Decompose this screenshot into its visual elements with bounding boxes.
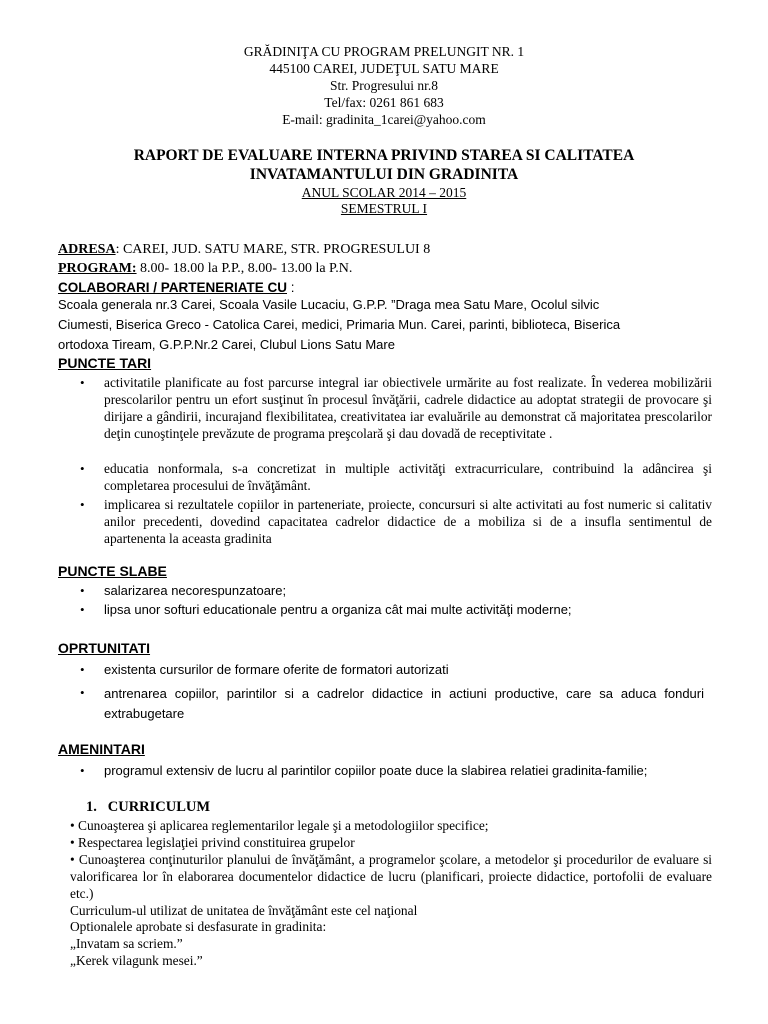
curriculum-line-2: • Respectarea legislaţiei privind constituirea grupelor	[70, 835, 355, 850]
curriculum-line-5: Optionalele aprobate si desfasurate in gradinita:	[70, 919, 327, 934]
strength-item-3: implicarea si rezultatele copiilor in parteneriate, proiecte, concursuri si alte activitati au fost numeric si calitativ anilor precedenti, dovedind capacitatea cadrelor didactice de a mobiliza si de a insufla sentimentul de apartenenta la aceasta gradinita	[104, 497, 712, 546]
curriculum-line-6: „Invatam sa scriem.”	[70, 936, 183, 951]
weakness-item-2: lipsa unor softuri educationale pentru a organiza cât mai multe activităţi moderne;	[104, 602, 572, 617]
opportunities-heading: OPRTUNITATI	[58, 640, 151, 656]
curriculum-heading	[86, 799, 210, 816]
curriculum-number: 1.	[86, 799, 97, 815]
curriculum-line-4: Curriculum-ul utilizat de unitatea de învăţământ este cel naţional	[70, 903, 418, 918]
header-address: 445100 CAREI, JUDEŢUL SATU MARE	[269, 61, 499, 76]
curriculum-line-7: „Kerek vilagunk mesei.”	[70, 953, 203, 968]
header-phone: Tel/fax: 0261 861 683	[324, 95, 444, 110]
semester: SEMESTRUL I	[340, 201, 428, 216]
program-label: PROGRAM:	[58, 261, 137, 276]
curriculum-title: CURRICULUM	[107, 799, 211, 815]
collab-list-line-3: ortodoxa Tiream, G.P.P.Nr.2 Carei, Clubul Lions Satu Mare	[58, 337, 395, 352]
collab-label: COLABORARI / PARTENERIATE CU	[58, 280, 287, 295]
bullet-icon: •	[80, 583, 85, 598]
weaknesses-heading: PUNCTE SLABE	[58, 563, 167, 579]
threat-item-1: programul extensiv de lucru al parintilor copiilor poate duce la slabirea relatiei gradinita-familie;	[104, 763, 648, 778]
bullet-icon: •	[80, 763, 85, 778]
threats-heading: AMENINTARI	[58, 741, 145, 757]
bullet-icon: •	[80, 602, 85, 617]
collab-list-line-1: Scoala generala nr.3 Carei, Scoala Vasile Lucaciu, G.P.P. ”Draga mea Satu Mare, Ocolul silvic	[58, 297, 600, 312]
header-email: E-mail: gradinita_1carei@yahoo.com	[282, 112, 486, 127]
header-street: Str. Progresului nr.8	[329, 78, 438, 93]
collab-list-line-2: Ciumesti, Biserica Greco - Catolica Carei, medici, Primaria Mun. Carei, parinti, biblioteca, Biserica	[58, 317, 621, 332]
curriculum-line-1: • Cunoaşterea şi aplicarea reglementarilor legale şi a metodologiilor specifice;	[70, 818, 489, 833]
opportunity-item-2: antrenarea copiilor, parintilor si a cadrelor didactice in actiuni productive, care sa aduca fonduri extrabugetare	[104, 686, 704, 721]
school-year: ANUL SCOLAR 2014 – 2015	[301, 185, 467, 200]
strength-item-1: activitatile planificate au fost parcurse integral iar obiectivele urmărite au fost realizate. În vederea mobilizării prescolarilor pentru un efort susţinut în procesul învăţării, cadrele didactice au adoptat strategii de provocare şi dirijare a gândirii, incurajand flexibilitatea, creativitatea iar evaluările au demonstrat că majoritatea prescolarilor deţin cunoştinţele prevăzute de programa preşcolară şi dau dovadă de receptivitate .	[104, 375, 712, 441]
address-value: : CAREI, JUD. SATU MARE, STR. PROGRESULUI 8	[115, 242, 431, 257]
address-line	[58, 240, 718, 259]
bullet-icon: •	[80, 375, 85, 390]
strengths-heading: PUNCTE TARI	[58, 355, 152, 371]
bullet-icon: •	[80, 685, 85, 700]
program-line	[58, 259, 718, 278]
report-title-line1: RAPORT DE EVALUARE INTERNA PRIVIND STAREA SI CALITATEA	[133, 147, 635, 164]
curriculum-line-3: • Cunoaşterea conţinuturilor planului de învăţământ, a programelor şcolare, a metodelor şi procedurilor de evaluare si valorificarea lor în elaborarea documentelor didactice de lucru (planificari, proiecte didactice, portofolii de evaluare etc.)	[70, 852, 712, 901]
collab-suffix: :	[287, 280, 295, 295]
bullet-icon: •	[80, 461, 85, 476]
bullet-icon: •	[80, 497, 85, 512]
address-label: ADRESA	[58, 242, 116, 257]
program-value: 8.00- 18.00 la P.P., 8.00- 13.00 la P.N.	[136, 261, 353, 276]
header-institution: GRĂDINIŢA CU PROGRAM PRELUNGIT NR. 1	[243, 44, 525, 59]
strength-item-2: educatia nonformala, s-a concretizat in multiple activităţi extracurriculare, contribuind la adâncirea şi completarea procesului de învăţământ.	[104, 461, 712, 493]
report-title-line2: INVATAMANTULUI DIN GRADINITA	[249, 166, 519, 183]
opportunity-item-1: existenta cursurilor de formare oferite de formatori autorizati	[104, 662, 449, 677]
weakness-item-1: salarizarea necorespunzatoare;	[104, 583, 287, 598]
bullet-icon: •	[80, 662, 85, 677]
